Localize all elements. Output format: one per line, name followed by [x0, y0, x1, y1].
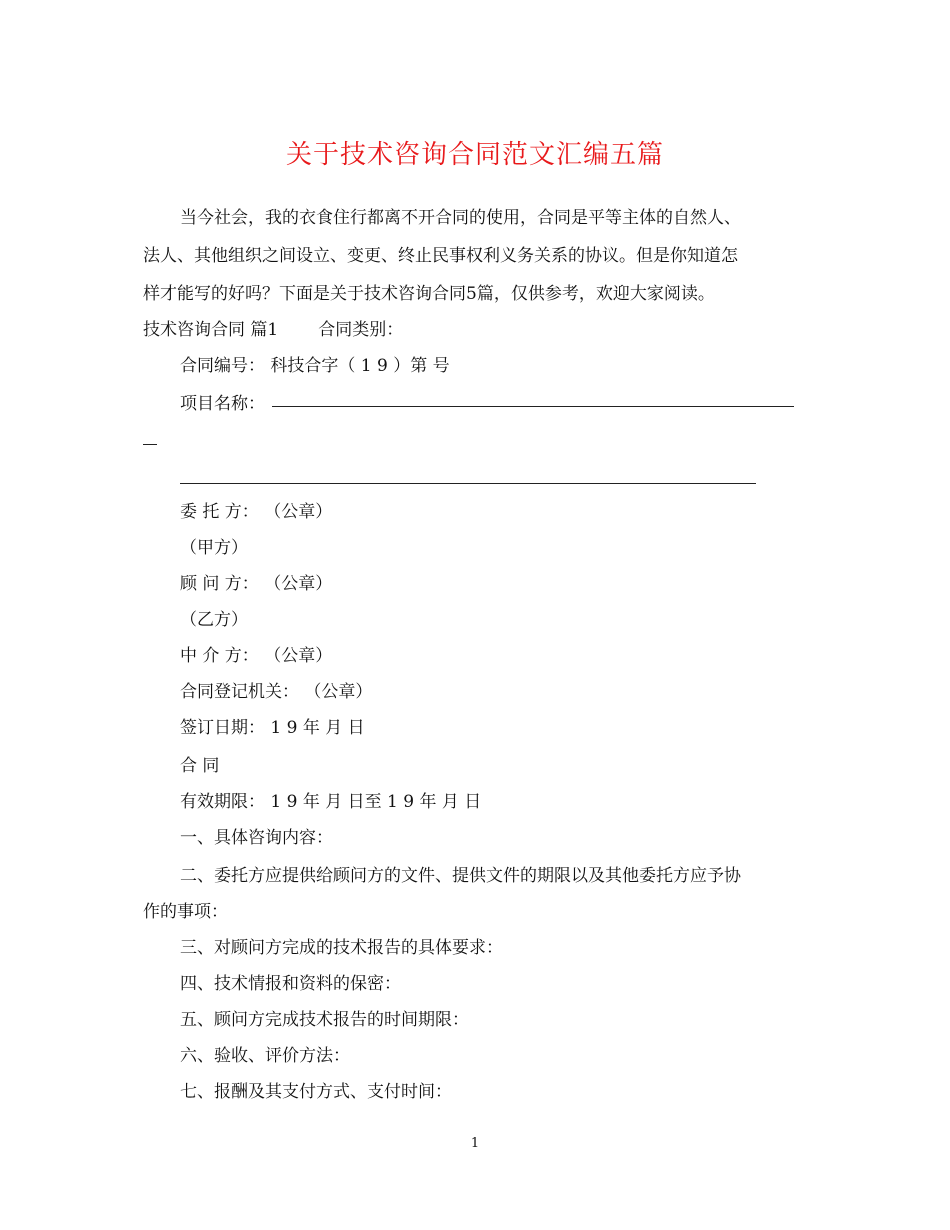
item-7: 七、报酬及其支付方式、支付时间：	[180, 1082, 452, 1102]
contract-type-label: 合同类别：	[318, 320, 404, 340]
item-2: 二、委托方应提供给顾问方的文件、提供文件的期限以及其他委托方应予协	[180, 866, 741, 886]
page-number: 1	[470, 1136, 480, 1151]
registration-line: 合同登记机关： （公章）	[180, 682, 373, 702]
party-b-line: （乙方）	[180, 610, 248, 630]
intro-line-3: 样才能写的好吗？下面是关于技术咨询合同5篇，仅供参考，欢迎大家阅读。	[143, 284, 715, 304]
project-name-blank-cont	[143, 444, 157, 445]
intro-line-1: 当今社会，我的衣食住行都离不开合同的使用，合同是平等主体的自然人、	[180, 208, 741, 228]
client-line: 委 托 方： （公章）	[180, 502, 333, 522]
party-a-line: （甲方）	[180, 538, 248, 558]
contract-word: 合 同	[180, 756, 220, 776]
item-4: 四、技术情报和资料的保密：	[180, 974, 401, 994]
sign-date-line: 签订日期： 1 9 年 月 日	[180, 718, 365, 738]
validity-line: 有效期限： 1 9 年 月 日至 1 9 年 月 日	[180, 792, 482, 812]
item-1: 一、具体咨询内容：	[180, 828, 333, 848]
section-heading: 技术咨询合同 篇1	[143, 320, 279, 340]
section-heading-line	[143, 319, 403, 341]
intro-line-2: 法人、其他组织之间设立、变更、终止民事权利义务关系的协议。但是你知道怎	[143, 246, 738, 266]
document-title: 关于技术咨询合同范文汇编五篇	[285, 140, 664, 170]
item-2-cont: 作的事项：	[143, 902, 228, 922]
item-5: 五、顾问方完成技术报告的时间期限：	[180, 1010, 469, 1030]
intermediary-line: 中 介 方： （公章）	[180, 646, 333, 666]
contract-number: 合同编号： 科技合字（ 1 9 ）第 号	[180, 356, 450, 376]
consultant-line: 顾 问 方： （公章）	[180, 574, 333, 594]
item-3: 三、对顾问方完成的技术报告的具体要求：	[180, 938, 503, 958]
project-name-blank	[272, 406, 794, 407]
item-6: 六、验收、评价方法：	[180, 1046, 350, 1066]
project-name-blank-2	[180, 483, 756, 484]
project-name-label: 项目名称：	[180, 394, 265, 414]
